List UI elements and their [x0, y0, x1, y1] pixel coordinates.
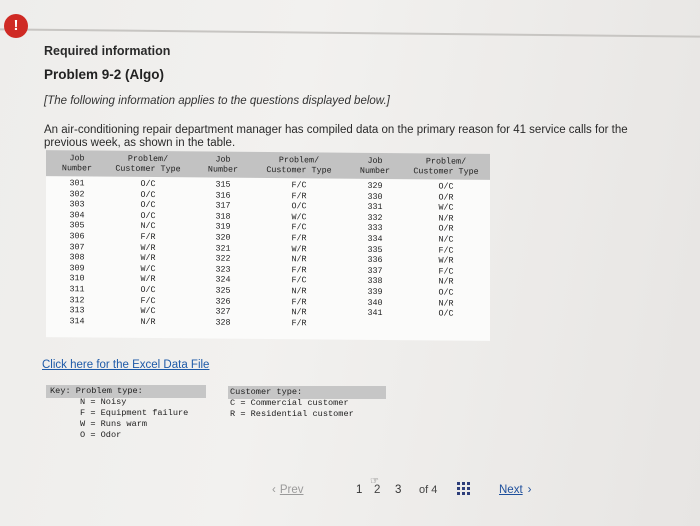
page-count: of 4 [419, 484, 438, 496]
table-cell: O/R [438, 192, 454, 203]
table-cell: W/C [438, 202, 454, 213]
table-cell: 310 [69, 273, 85, 284]
prev-button[interactable] [272, 484, 304, 496]
col-job-numbers-2 [198, 179, 248, 328]
table-cell: 303 [69, 199, 85, 210]
table-cell: 337 [367, 265, 383, 276]
table-cell: 326 [215, 296, 231, 307]
info-note: [The following information applies to the questions displayed below.] [44, 95, 390, 107]
customer-item-commercial: C = Commercial customer [230, 398, 349, 408]
table-cell: 330 [367, 191, 383, 202]
table-cell: 340 [367, 297, 383, 308]
table-cell: 319 [215, 221, 231, 233]
grid-view-icon[interactable] [457, 482, 471, 496]
key-item-runs-warm: W = Runs warm [80, 419, 148, 429]
table-cell: W/C [140, 306, 156, 317]
table-cell: N/R [438, 276, 454, 287]
table-cell: O/C [438, 287, 454, 298]
table-cell: N/R [438, 298, 454, 309]
table-cell: F/C [140, 295, 156, 306]
table-cell: F/R [140, 231, 156, 242]
table-cell: 302 [69, 188, 85, 199]
prev-label: Prev [279, 484, 304, 496]
header-problem-type-3: Problem/ Customer Type [413, 156, 479, 177]
table-cell: 335 [367, 244, 383, 255]
table-cell: 306 [69, 231, 85, 242]
table-header [46, 150, 490, 180]
page-1-button[interactable]: 1 [356, 484, 363, 496]
table-cell: N/R [438, 213, 454, 224]
table-cell: 341 [367, 307, 383, 319]
header-job-number-1: Job Number [61, 153, 93, 174]
table-cell: 334 [367, 233, 383, 244]
table-cell: 308 [69, 252, 85, 263]
table-cell: F/C [291, 275, 307, 286]
table-cell: 301 [69, 178, 85, 189]
key-legend [46, 385, 386, 447]
table-cell: 318 [215, 211, 231, 222]
page-2-button[interactable]: 2 [374, 484, 381, 496]
table-cell: 309 [69, 263, 85, 274]
header-job-number-2: Job Number [207, 154, 239, 175]
table-cell: N/R [291, 286, 307, 297]
table-cell: 336 [367, 255, 383, 266]
table-cell: 314 [69, 315, 85, 327]
key-item-equipment-failure: F = Equipment failure [80, 408, 189, 418]
key-item-odor: O = Odor [80, 430, 122, 440]
key-title: Key: Problem type: [50, 386, 143, 396]
chevron-right-icon: › [527, 484, 532, 496]
problem-title: Problem 9-2 (Algo) [44, 67, 165, 82]
service-calls-table [46, 150, 490, 341]
table-cell: 320 [215, 232, 231, 243]
col-problem-types-2 [254, 180, 344, 329]
table-cell: N/R [140, 316, 156, 327]
top-divider [0, 28, 700, 37]
table-cell: F/C [438, 245, 454, 256]
key-item-noisy: N = Noisy [80, 397, 127, 407]
col-problem-types-3 [402, 181, 490, 319]
header-problem-type-1: Problem/ Customer Type [115, 153, 181, 175]
table-cell: 338 [367, 276, 383, 287]
table-cell: W/R [140, 242, 156, 253]
table-cell: O/C [140, 178, 156, 190]
table-cell: F/C [438, 266, 454, 277]
table-cell: 328 [215, 317, 231, 328]
table-cell: O/C [291, 201, 307, 212]
problem-intro: An air-conditioning repair department manager has compiled data on the primary reason for 41 service calls for the previous week, as shown in the table. [44, 124, 628, 149]
table-cell: O/C [140, 284, 156, 295]
col-problem-types-1 [104, 179, 192, 328]
table-cell: O/R [438, 223, 454, 234]
table-cell: N/C [140, 221, 156, 232]
table-cell: N/R [291, 254, 307, 265]
table-cell: O/C [140, 200, 156, 211]
table-cell: 322 [215, 253, 231, 264]
table-cell: W/R [291, 243, 307, 254]
table-cell: 304 [69, 210, 85, 221]
table-cell: 329 [367, 180, 383, 191]
table-cell: W/R [140, 253, 156, 264]
table-cell: O/C [438, 181, 454, 192]
table-cell: 307 [69, 241, 85, 252]
next-button[interactable] [499, 484, 532, 496]
header-problem-type-2: Problem/ Customer Type [266, 155, 332, 176]
table-cell: 323 [215, 264, 231, 275]
table-cell: N/C [438, 234, 454, 245]
table-cell: F/R [291, 190, 307, 201]
table-cell: W/C [140, 263, 156, 274]
alert-icon[interactable]: ! [4, 14, 28, 38]
table-cell: 331 [367, 202, 383, 213]
table-cell: 312 [69, 294, 85, 305]
table-cell: W/R [438, 255, 454, 266]
table-cell: F/R [291, 296, 307, 307]
table-cell: O/C [140, 189, 156, 200]
table-cell: F/R [291, 317, 307, 329]
table-cell: F/R [291, 233, 307, 244]
customer-type-title: Customer type: [230, 387, 303, 397]
customer-item-residential: R = Residential customer [230, 409, 354, 419]
table-cell: 327 [215, 306, 231, 317]
table-cell: 305 [69, 220, 85, 231]
table-cell: N/R [291, 307, 307, 318]
table-cell: O/C [140, 210, 156, 221]
table-cell: 313 [69, 305, 85, 316]
table-cell: 316 [215, 190, 231, 201]
pagination-footer [0, 476, 700, 526]
table-cell: 317 [215, 200, 231, 211]
required-info-heading: Required information [44, 44, 171, 58]
cursor-icon: ☞ [370, 476, 379, 487]
header-job-number-3: Job Number [359, 155, 391, 177]
table-cell: 324 [215, 274, 231, 286]
next-label: Next [499, 484, 523, 496]
col-job-numbers-3 [348, 181, 402, 319]
table-cell: 311 [69, 284, 85, 295]
table-cell: 325 [215, 285, 231, 296]
col-job-numbers-1 [52, 178, 102, 327]
table-cell: 321 [215, 243, 231, 254]
table-cell: 332 [367, 212, 383, 223]
table-cell: F/C [291, 222, 307, 233]
table-cell: F/R [291, 264, 307, 276]
chevron-left-icon: ‹ [272, 484, 276, 496]
table-cell: 339 [367, 286, 383, 297]
page-3-button[interactable]: 3 [395, 484, 402, 496]
table-cell: 333 [367, 223, 383, 234]
table-cell: 315 [215, 179, 231, 190]
table-cell: W/R [140, 274, 156, 285]
table-cell: F/C [291, 180, 307, 191]
table-cell: O/C [438, 308, 454, 319]
table-cell: W/C [291, 211, 307, 223]
excel-data-file-link[interactable]: Click here for the Excel Data File [42, 359, 210, 371]
